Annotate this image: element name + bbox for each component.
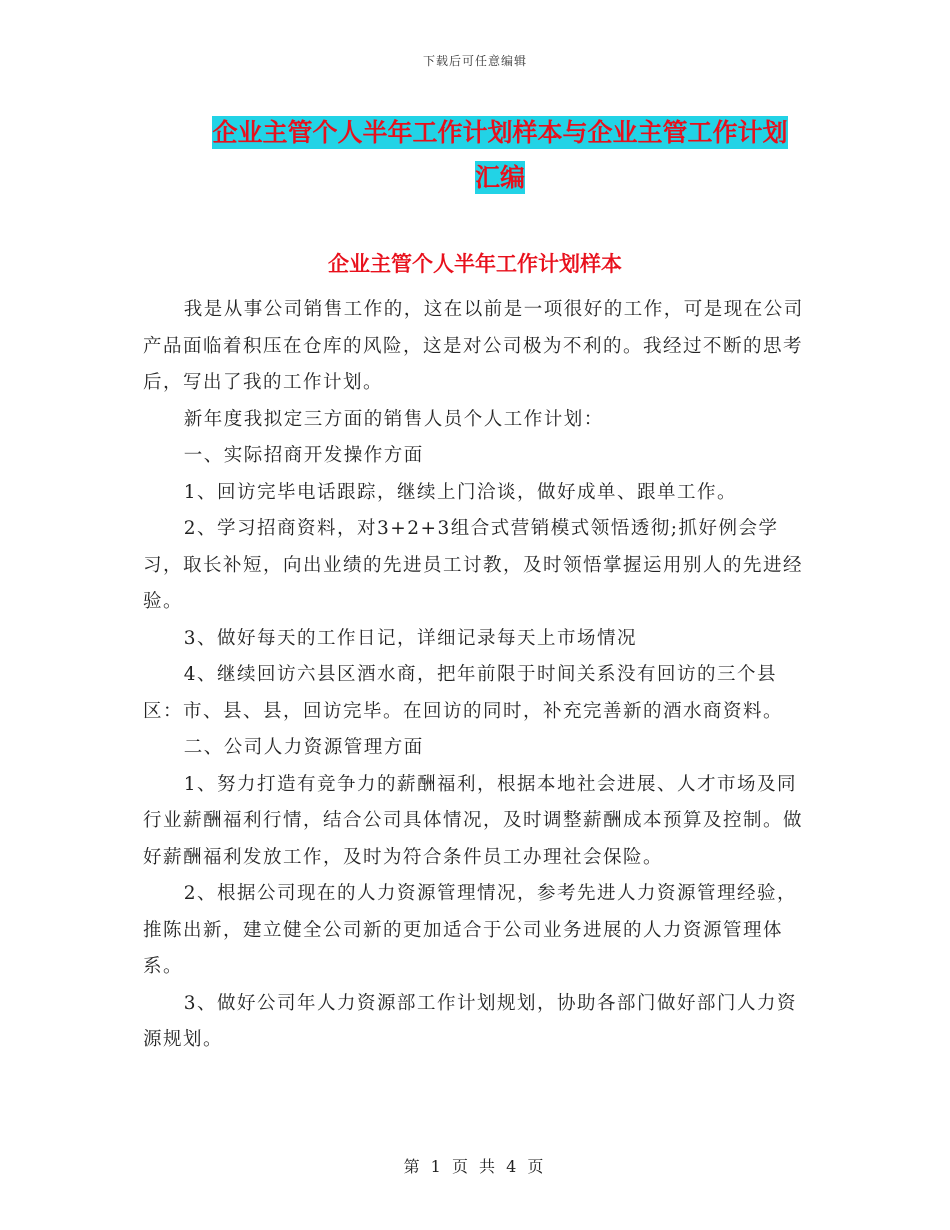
paragraph: 1、回访完毕电话跟踪，继续上门洽谈，做好成单、跟单工作。	[183, 481, 737, 503]
paragraph: 二、公司人力资源管理方面	[183, 737, 424, 758]
title-line-2: 汇编	[474, 163, 525, 192]
paragraph: 2、学习招商资料，对3+2+3组合式营销模式领悟透彻;抓好例会学习，取长补短，向出业绩的先进员工讨教，及时领悟掌握运用别人的先进经验。	[143, 518, 804, 612]
paragraph: 4、继续回访六县区酒水商，把年前限于时间关系没有回访的三个县区：市、县、县，回访完毕。在回访的同时，补充完善新的酒水商资料。	[143, 664, 784, 722]
paragraph: 我是从事公司销售工作的，这在以前是一项很好的工作，可是现在公司产品面临着积压在仓库的风险，这是对公司极为不利的。我经过不断的思考后，写出了我的工作计划。	[143, 299, 804, 393]
paragraph: 3、做好每天的工作日记，详细记录每天上市场情况	[183, 627, 637, 649]
paragraph: 新年度我拟定三方面的销售人员个人工作计划：	[183, 408, 604, 430]
paragraph: 2、根据公司现在的人力资源管理情况，参考先进人力资源管理经验，推陈出新，建立健全公司新的更加适合于公司业务进展的人力资源管理体系。	[143, 883, 797, 977]
page-footer: 第 1 页 共 4 页	[403, 1157, 547, 1176]
document-body	[143, 292, 808, 1059]
paragraph: 3、做好公司年人力资源部工作计划规划，协助各部门做好部门人力资源规划。	[143, 992, 797, 1050]
paragraph: 一、实际招商开发操作方面	[183, 445, 424, 466]
document-title	[150, 110, 850, 200]
paragraph: 1、努力打造有竞争力的薪酬福利，根据本地社会进展、人才市场及同行业薪酬福利行情，结合公司具体情况，及时调整薪酬成本预算及控制。做好薪酬福利发放工作，及时为符合条件员工办理社会保险。	[143, 773, 804, 868]
title-line-1: 企业主管个人半年工作计划样本与企业主管工作计划	[212, 118, 788, 147]
header-note: 下载后可任意编辑	[422, 54, 527, 68]
section-title: 企业主管个人半年工作计划样本	[328, 252, 622, 276]
